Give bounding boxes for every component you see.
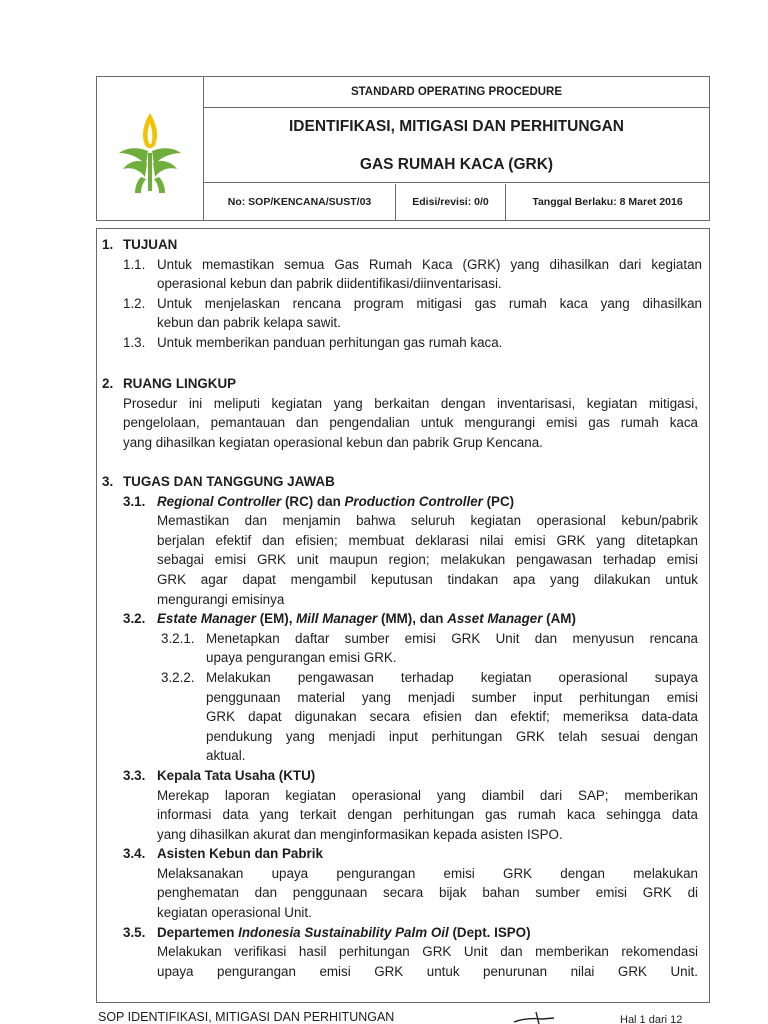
subsection-heading: 3.1. Regional Controller (RC) dan Production Controller (PC)	[123, 493, 515, 509]
section-heading: 2. RUANG LINGKUP	[102, 376, 237, 391]
list-item: 3.2.2. Melakukan pengawasan terhadap kegiatan operasional supaya penggunaan material yang menjadi sumber input perhitungan emisi GRK dapat digunakan secara efisien dan efektif; memeriksa data-data pendukung yang menjadi input perhitungan GRK telah sesuai dengan aktual.	[161, 669, 698, 764]
list-item: 1.3. Untuk memberikan panduan perhitungan gas rumah kaca.	[123, 334, 503, 350]
document-title	[204, 109, 709, 183]
paragraph-line: pengelolaan, pemantauan dan pengendalian untuk mengurangi emisi gas rumah kaca	[123, 415, 698, 431]
doc-edition: Edisi/revisi: 0/0	[396, 184, 506, 220]
footer-document-title: SOP IDENTIFIKASI, MITIGASI DAN PERHITUNGAN	[98, 1010, 395, 1024]
signature-mark	[512, 1010, 556, 1024]
palm-leaf-logo-icon	[117, 107, 183, 197]
paragraph-line: Prosedur ini meliputi kegiatan yang berkaitan dengan inventarisasi, kegiatan mitigasi,	[123, 395, 698, 411]
doc-number: No: SOP/KENCANA/SUST/03	[204, 184, 396, 220]
subsection-heading: 3.5. Departemen Indonesia Sustainability Palm Oil (Dept. ISPO)	[123, 924, 531, 940]
title-line-2: GAS RUMAH KACA (GRK)	[359, 155, 554, 173]
section-number: 1.	[102, 237, 114, 252]
subsection-heading: 3.4. Asisten Kebun dan Pabrik	[123, 846, 323, 862]
section-heading: 3. TUGAS DAN TANGGUNG JAWAB	[102, 474, 335, 489]
paragraph-line: yang dihasilkan kegiatan operasional kebun dan pabrik Grup Kencana.	[123, 434, 543, 450]
list-item: 3.2.1. Menetapkan daftar sumber emisi GRK Unit dan menyusun rencana upaya pengurangan emisi GRK.	[161, 630, 698, 666]
list-item: 1.2. Untuk menjelaskan rencana program mitigasi gas rumah kaca yang dihasilkan kebun dan pabrik kelapa sawit.	[123, 295, 702, 331]
section-tugas: 3. TUGAS DAN TANGGUNG JAWAB 3.1. Regional Controller (RC) dan Production Controller (PC) Memastikan dan menjamin bahwa seluruh kegiatan operasional kebun/pabrik berjalan efektif dan efisien; membuat deklarasi nilai emisi GRK yang ditetapkan sebagai emisi GRK unit maupun region; melakukan pengawasan terhadap emisi GRK agar dapat mengambil keputusan tindakan apa yang dilakukan untuk mengurangi emisinya 3.2. Estate Manager (EM), Mill Manager (MM), dan Asset Manager (AM) 3.2.1. Menetapkan daftar sumber emisi GRK Unit dan menyusun rencana upaya pengurangan emisi GRK. 3.2.2. Melakukan pengawasan terhadap kegiatan operasional supaya penggunaan material yang menjadi sumber input perhitungan emisi GRK dapat digunakan secara efisien dan efektif; memeriksa data-data pendukung yang menjadi input perhitungan GRK telah sesuai dengan aktual. 3.3. Kepala Tata Usaha (KTU) Merekap laporan kegiatan operasional yang diambil dari SAP; memberikan informasi data yang terkait dengan perhitungan gas rumah kaca sehingga data yang dihasilkan akurat dan menginformasikan kepada asisten ISPO. 3.4. Asisten Kebun dan Pabrik Melaksanakan upaya pengurangan emisi GRK dengan melakukan penghematan dan penggunaan secara bijak bahan sumber emisi GRK di kegiatan operasional Unit. 3.5. Departemen Indonesia Sustainability Palm Oil (Dept. ISPO) Melakukan verifikasi hasil perhitungan GRK Unit dan memberikan rekomendasi upaya pengurangan emisi GRK untuk penurunan nilai GRK Unit.	[102, 474, 698, 979]
title-line-1: IDENTIFIKASI, MITIGASI DAN PERHITUNGAN	[289, 117, 624, 135]
sop-label: STANDARD OPERATING PROCEDURE	[204, 77, 709, 108]
section-ruang-lingkup	[102, 374, 698, 452]
section-title: TUJUAN	[123, 237, 178, 252]
subsection-heading: 3.2. Estate Manager (EM), Mill Manager (MM), dan Asset Manager (AM)	[123, 611, 576, 627]
page-number: Hal 1 dari 12	[620, 1014, 683, 1024]
section-heading	[102, 235, 702, 255]
subsection-heading: 3.3. Kepala Tata Usaha (KTU)	[123, 767, 316, 783]
list-item: 1.1. Untuk memastikan semua Gas Rumah Kaca (GRK) yang dihasilkan dari kegiatan operasional kebun dan pabrik diidentifikasi/diinventarisasi.	[123, 256, 702, 292]
doc-meta-row	[204, 184, 709, 220]
sop-header-table	[96, 76, 710, 221]
section-tujuan	[102, 235, 702, 353]
doc-effective-date: Tanggal Berlaku: 8 Maret 2016	[532, 196, 683, 208]
logo-cell	[97, 77, 204, 220]
